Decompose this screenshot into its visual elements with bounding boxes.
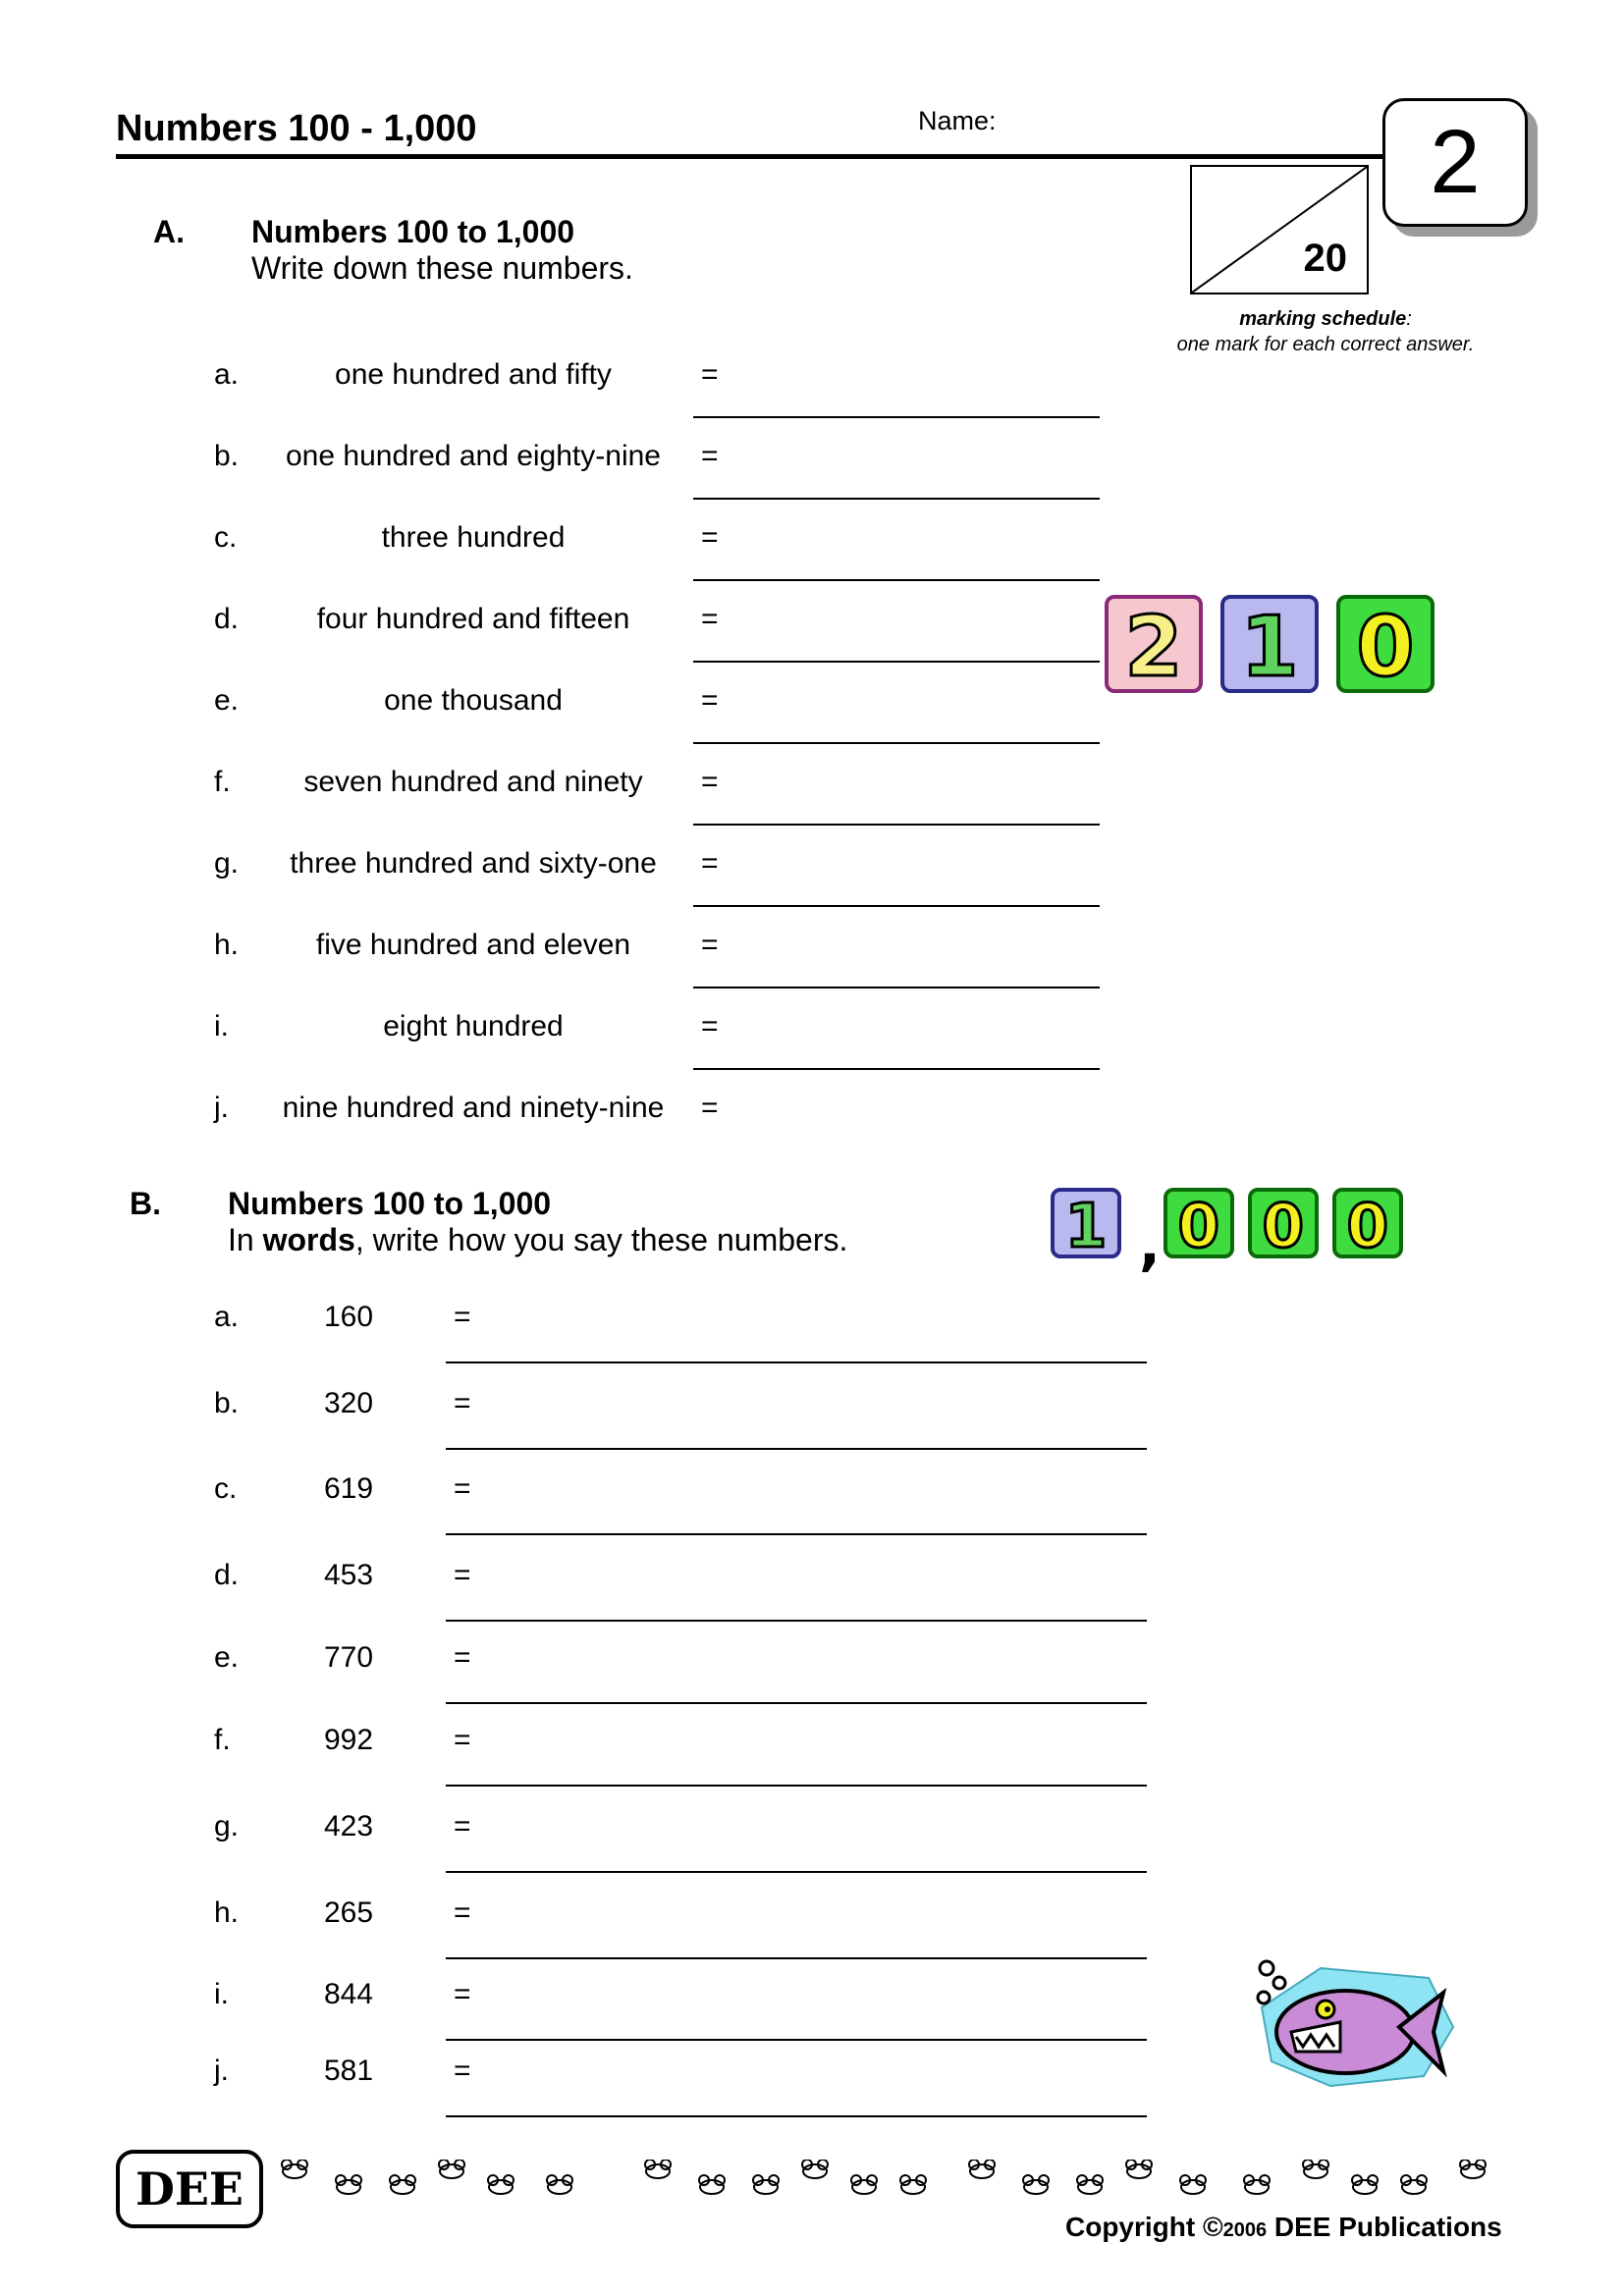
bug-decoration	[391, 2180, 414, 2194]
answer-line[interactable]	[693, 579, 1100, 581]
equals-sign: =	[701, 929, 719, 961]
question-label: j.	[214, 1092, 229, 1124]
answer-line[interactable]	[446, 1785, 1147, 1787]
copyright-year: 2006	[1222, 2219, 1268, 2241]
copyright-pre: Copyright ©	[1065, 2212, 1223, 2242]
equals-sign: =	[454, 2055, 471, 2087]
answer-line[interactable]	[693, 987, 1100, 988]
equals-sign: =	[701, 358, 719, 391]
question-number: 320	[324, 1387, 374, 1419]
bug-decoration	[489, 2180, 513, 2194]
section-b-instruction-post: , write how you say these numbers.	[354, 1222, 848, 1257]
answer-line[interactable]	[446, 1448, 1147, 1450]
marking-schedule: marking schedule: one mark for each correct answer.	[1176, 308, 1475, 355]
question-text: one hundred and eighty-nine	[286, 440, 661, 472]
bug-decoration	[1304, 2164, 1327, 2178]
question-label: e.	[214, 1641, 240, 1674]
header-rule	[116, 154, 1410, 159]
equals-sign: =	[701, 1092, 719, 1124]
digit-block: 0	[1332, 1188, 1403, 1258]
question-text: five hundred and eleven	[315, 929, 631, 961]
question-label: c.	[214, 521, 238, 554]
bug-decoration	[646, 2164, 670, 2178]
question-label: b.	[214, 440, 240, 472]
digit-block: 1	[1220, 595, 1319, 693]
question-label: j.	[214, 2055, 229, 2087]
answer-line[interactable]	[446, 2039, 1147, 2041]
question-number: 844	[324, 1978, 374, 2010]
bug-decoration	[1402, 2180, 1426, 2194]
number-blocks-210	[1105, 595, 1438, 703]
bug-decoration	[1127, 2164, 1151, 2178]
question-label: i.	[214, 1978, 229, 2010]
digit-block: 1	[1051, 1188, 1121, 1258]
answer-line[interactable]	[446, 1871, 1147, 1873]
answer-line[interactable]	[446, 1702, 1147, 1704]
equals-sign: =	[454, 1387, 471, 1419]
section-a-instruction: Write down these numbers.	[251, 250, 633, 286]
question-text: nine hundred and ninety-nine	[282, 1092, 665, 1124]
equals-sign: =	[701, 1010, 719, 1042]
bug-decoration	[1353, 2180, 1377, 2194]
question-number: 992	[324, 1724, 374, 1756]
score-total: 20	[1303, 237, 1347, 280]
question-label: c.	[214, 1472, 238, 1505]
dee-logo: DEE	[116, 2150, 263, 2228]
answer-line[interactable]	[446, 1533, 1147, 1535]
digit-block: 2	[1105, 595, 1203, 693]
equals-sign: =	[454, 1641, 471, 1674]
equals-sign: =	[454, 1978, 471, 2010]
marking-schedule-label: marking schedule	[1239, 308, 1407, 330]
comma-glyph: ,	[1139, 1212, 1161, 1279]
answer-line[interactable]	[693, 498, 1100, 500]
bug-decoration	[901, 2180, 925, 2194]
bug-decoration	[1245, 2180, 1269, 2194]
bug-decoration	[337, 2180, 360, 2194]
bug-decoration	[283, 2164, 306, 2178]
section-a-letter: A.	[153, 214, 185, 249]
answer-line[interactable]	[446, 1957, 1147, 1959]
question-label: h.	[214, 929, 240, 961]
equals-sign: =	[454, 1301, 471, 1333]
question-label: i.	[214, 1010, 229, 1042]
question-label: d.	[214, 1559, 240, 1591]
question-number: 160	[324, 1301, 374, 1333]
equals-sign: =	[454, 1472, 471, 1505]
question-label: e.	[214, 684, 240, 717]
question-number: 581	[324, 2055, 374, 2087]
copyright	[1065, 2212, 1502, 2243]
bug-decoration	[754, 2180, 778, 2194]
question-label: a.	[214, 1301, 240, 1333]
question-number: 619	[324, 1472, 374, 1505]
equals-sign: =	[701, 603, 719, 635]
question-label: d.	[214, 603, 240, 635]
section-b-instruction-pre: In	[228, 1222, 263, 1257]
equals-sign: =	[454, 1810, 471, 1842]
equals-sign: =	[701, 521, 719, 554]
question-text: three hundred	[381, 521, 566, 554]
question-label: f.	[214, 766, 231, 798]
copyright-post: DEE Publications	[1267, 2212, 1502, 2242]
digit-block: 0	[1248, 1188, 1319, 1258]
bug-decoration	[700, 2180, 724, 2194]
answer-line[interactable]	[446, 1620, 1147, 1622]
question-label: h.	[214, 1896, 240, 1929]
question-text: eight hundred	[383, 1010, 564, 1042]
answer-line[interactable]	[693, 661, 1100, 663]
equals-sign: =	[701, 766, 719, 798]
bug-decoration	[1181, 2180, 1205, 2194]
equals-sign: =	[701, 440, 719, 472]
question-text: seven hundred and ninety	[303, 766, 643, 798]
question-text: three hundred and sixty-one	[290, 847, 657, 880]
section-b-instruction-bold: words	[262, 1222, 355, 1257]
number-blocks-1000	[1051, 1188, 1424, 1279]
equals-sign: =	[454, 1559, 471, 1591]
question-label: g.	[214, 847, 240, 880]
bug-decoration	[1024, 2180, 1048, 2194]
answer-line[interactable]	[693, 416, 1100, 418]
question-label: g.	[214, 1810, 240, 1842]
bug-decoration	[440, 2164, 463, 2178]
equals-sign: =	[701, 684, 719, 717]
question-text: one hundred and fifty	[335, 358, 612, 391]
section-b-heading: Numbers 100 to 1,000	[228, 1186, 552, 1221]
section-a-heading: Numbers 100 to 1,000	[251, 214, 575, 249]
question-label: a.	[214, 358, 240, 391]
answer-line[interactable]	[693, 824, 1100, 826]
answer-line[interactable]	[693, 905, 1100, 907]
question-number: 453	[324, 1559, 374, 1591]
question-text: one thousand	[384, 684, 563, 717]
question-text: four hundred and fifteen	[316, 603, 630, 635]
question-number: 423	[324, 1810, 374, 1842]
score-box[interactable]	[1190, 165, 1369, 294]
fish-icon	[1242, 1949, 1458, 2096]
page-title: Numbers 100 - 1,000	[116, 108, 477, 149]
name-label: Name:	[918, 106, 997, 135]
question-number: 770	[324, 1641, 374, 1674]
question-label: f.	[214, 1724, 231, 1756]
answer-line[interactable]	[446, 2115, 1147, 2117]
marking-schedule-text: one mark for each correct answer.	[1176, 334, 1475, 355]
section-b-instruction	[228, 1222, 847, 1258]
bug-decoration	[548, 2180, 571, 2194]
sheet-number-badge: 2	[1382, 98, 1528, 227]
bug-border-decoration	[275, 2160, 1512, 2209]
bug-decoration	[1078, 2180, 1102, 2194]
answer-line[interactable]	[446, 1362, 1147, 1363]
answer-line[interactable]	[693, 1068, 1100, 1070]
equals-sign: =	[701, 847, 719, 880]
equals-sign: =	[454, 1896, 471, 1929]
question-label: b.	[214, 1387, 240, 1419]
bug-decoration	[970, 2164, 994, 2178]
bug-decoration	[852, 2180, 876, 2194]
digit-block: 0	[1164, 1188, 1234, 1258]
equals-sign: =	[454, 1724, 471, 1756]
bug-decoration	[803, 2164, 827, 2178]
section-b-letter: B.	[130, 1186, 161, 1221]
digit-block: 0	[1336, 595, 1435, 693]
answer-line[interactable]	[693, 742, 1100, 744]
bug-decoration	[1461, 2164, 1485, 2178]
question-number: 265	[324, 1896, 374, 1929]
